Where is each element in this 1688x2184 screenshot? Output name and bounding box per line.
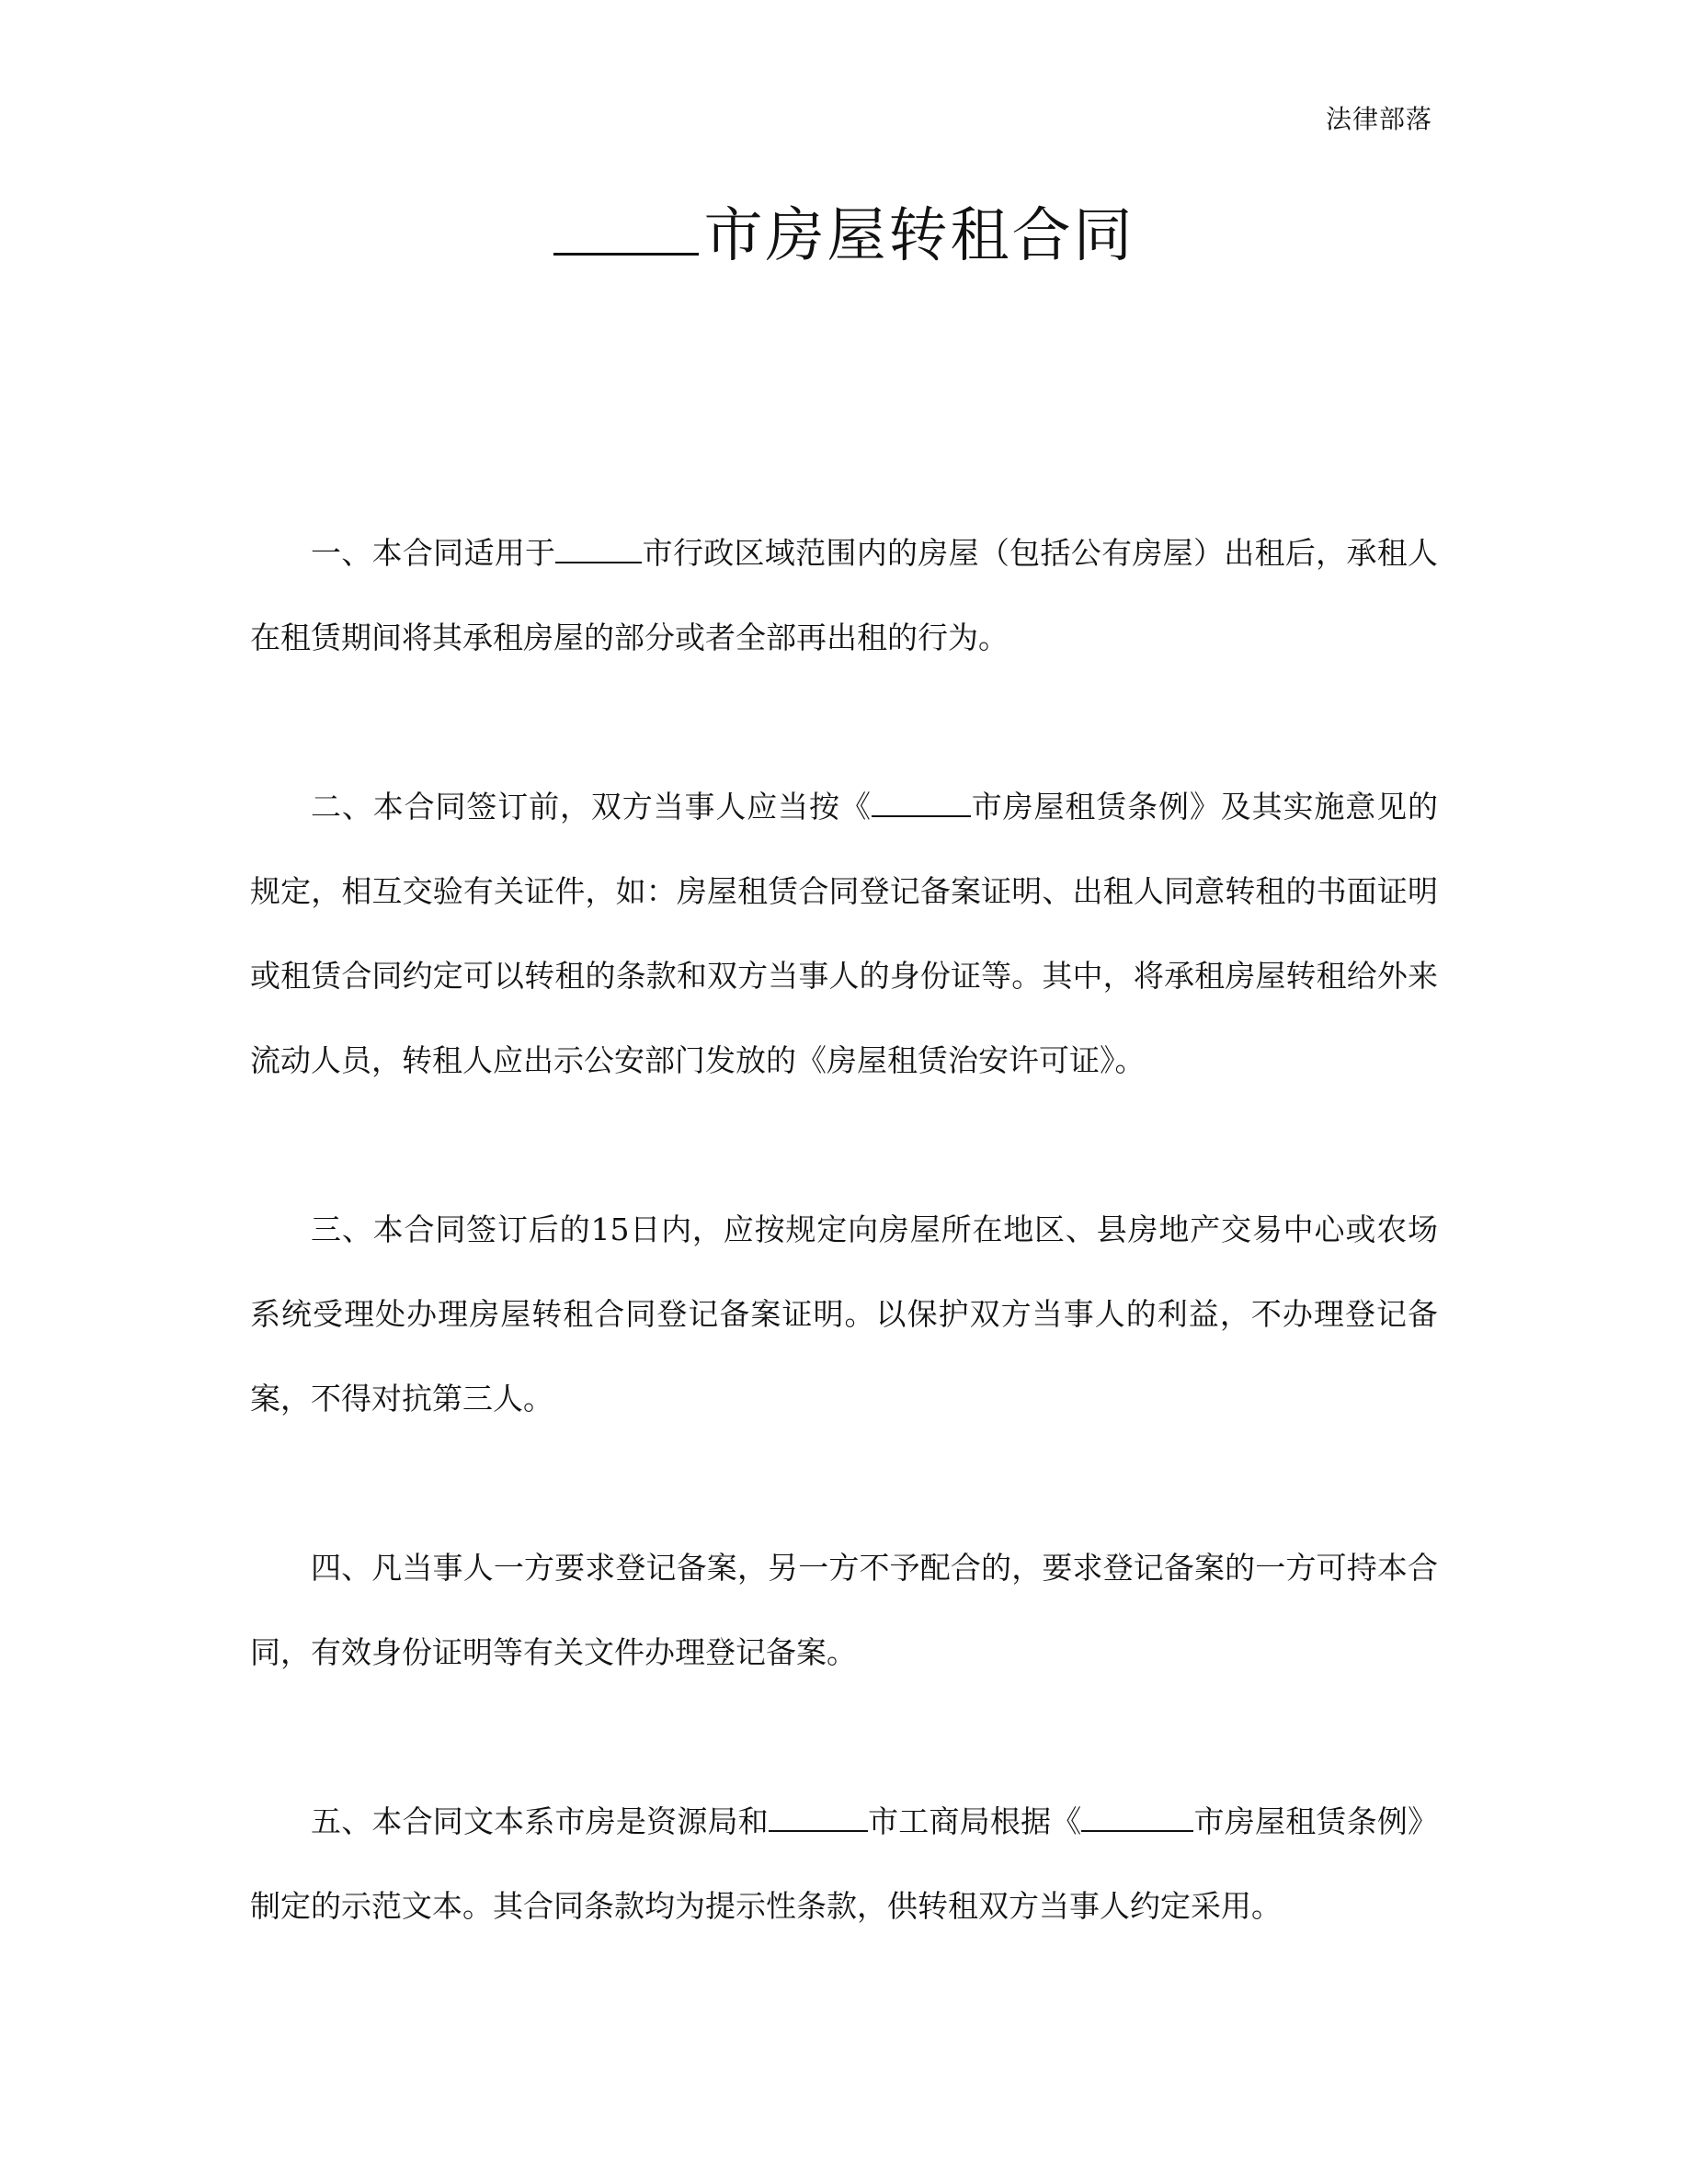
title-text: 市房屋转租合同 — [703, 202, 1135, 270]
clause-5 — [250, 1780, 1438, 1949]
clause-5-city-blank-1 — [769, 1804, 868, 1832]
clause-3: 三、本合同签订后的15日内，应按规定向房屋所在地区、县房地产交易中心或农场系统受理处办理房屋转租合同登记备案证明。以保护双方当事人的利益，不办理登记备案，不得对抗第三人。 — [250, 1211, 1438, 1416]
clause-1 — [250, 511, 1438, 680]
clause-2 — [250, 765, 1438, 1103]
clause-1-part-a: 一、本合同适用于 — [311, 535, 556, 571]
header-org-name: 法律部落 — [1325, 104, 1432, 134]
clause-2-part-a: 二、本合同签订前，双方当事人应当按《 — [311, 789, 872, 825]
title-city-blank — [553, 198, 699, 256]
clause-5-city-blank-2 — [1081, 1804, 1193, 1832]
clause-1-part-b: 市行政区域范围内的房屋（包括公有房屋）出租后，承租人在租赁期间将其承租房屋的部分或者全部再出租的行为。 — [250, 535, 1439, 655]
document-body — [250, 511, 1438, 2033]
clause-5-part-c: 市房屋租赁条例》制定的示范文本。其合同条款均为提示性条款，供转租双方当事人约定采用。 — [250, 1803, 1439, 1924]
clause-4: 四、凡当事人一方要求登记备案，另一方不予配合的，要求登记备案的一方可持本合同，有效身份证明等有关文件办理登记备案。 — [250, 1550, 1438, 1670]
clause-2-part-b: 市房屋租赁条例》及其实施意见的规定，相互交验有关证件，如：房屋租赁合同登记备案证明、出租人同意转租的书面证明或租赁合同约定可以转租的条款和双方当事人的身份证等。其中，将承租房屋转租给外来流动人员，转租人应出示公安部门发放的《房屋租赁治安许可证》。 — [250, 789, 1439, 1078]
clause-5-part-a: 五、本合同文本系市房是资源局和 — [311, 1803, 769, 1839]
clause-2-city-blank — [872, 790, 971, 817]
clause-5-part-b: 市工商局根据《 — [867, 1803, 1082, 1839]
document-title — [0, 195, 1688, 278]
clause-1-city-blank — [555, 536, 642, 563]
